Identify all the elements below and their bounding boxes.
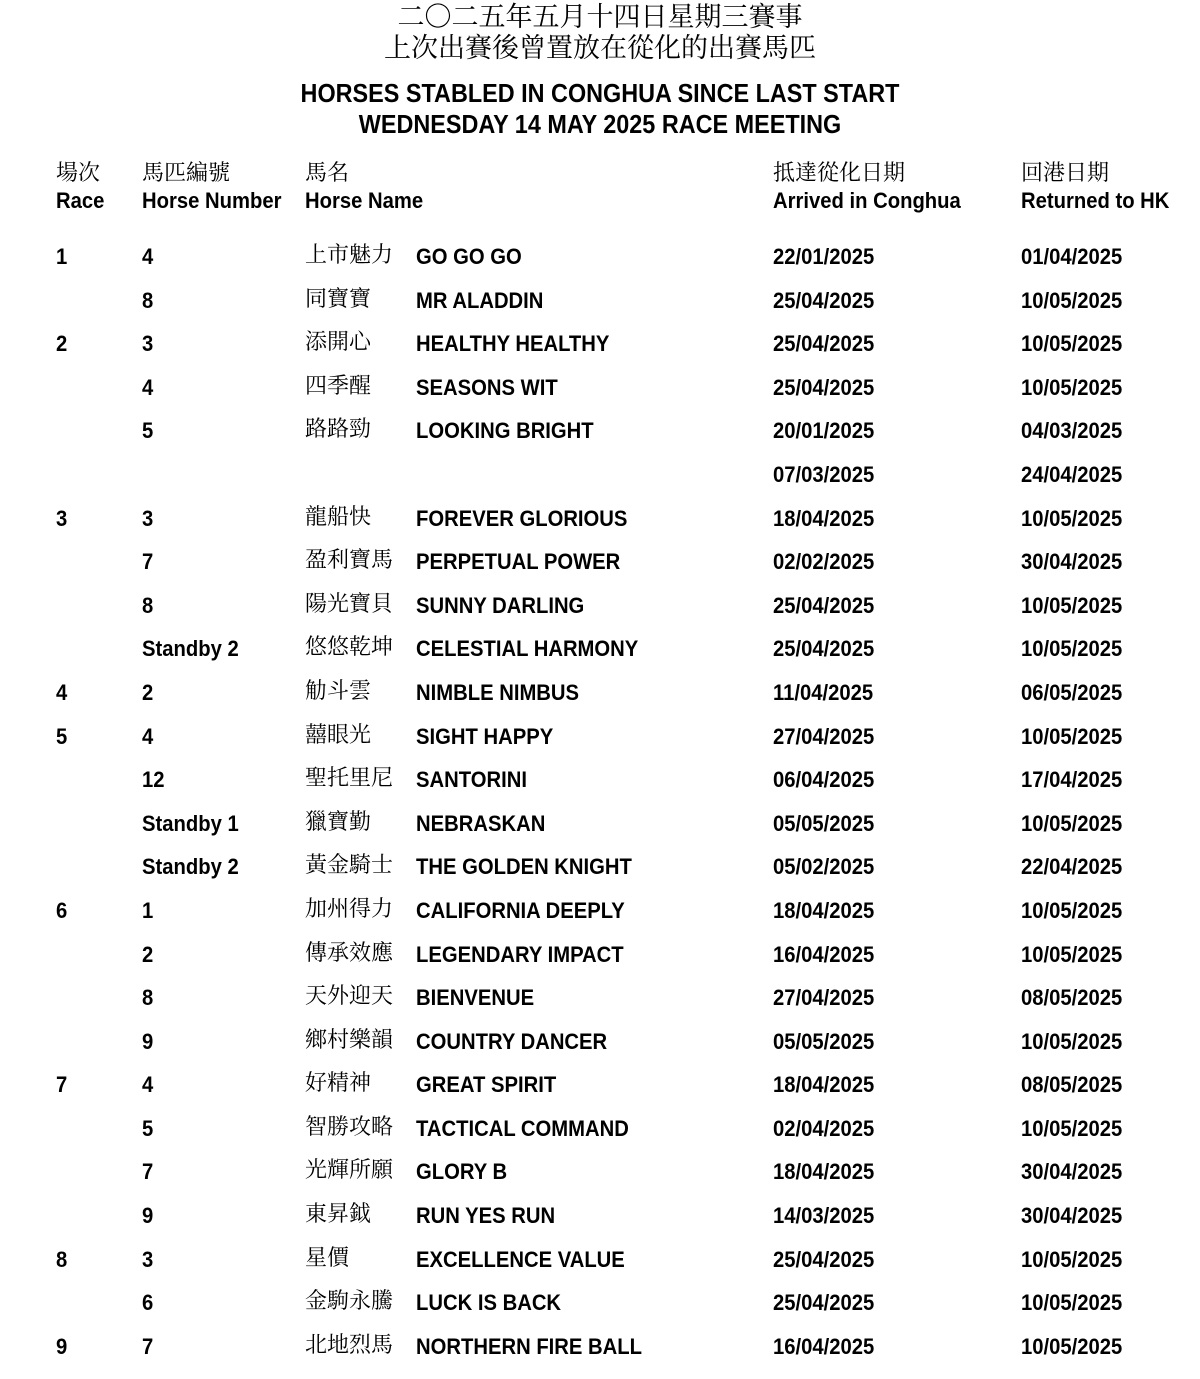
horse-name-zh-cell: 獵寶勤: [305, 809, 372, 835]
table-row: [0, 584, 1200, 628]
table-row: [0, 1194, 1200, 1238]
horse-name-zh-cell: 陽光寶貝: [305, 591, 394, 617]
horse-number-cell: 3: [142, 505, 154, 531]
table-row: [0, 1107, 1200, 1151]
horse-name-en-cell: LOOKING BRIGHT: [416, 418, 594, 444]
table-row: [0, 322, 1200, 366]
table-row: [0, 409, 1200, 453]
horse-name-zh-cell: 北地烈馬: [305, 1332, 394, 1358]
horse-name-zh-cell: 上市魅力: [305, 243, 394, 268]
horse-number-cell: 5: [142, 418, 154, 444]
horse-name-zh-cell: 光輝所願: [305, 1158, 394, 1184]
horse-name-en-cell: CALIFORNIA DEEPLY: [416, 897, 625, 923]
returned-date-cell: 10/05/2025: [1021, 505, 1123, 531]
horse-name-en-cell: PERPETUAL POWER: [416, 549, 621, 575]
horse-name-zh-cell: 悠悠乾坤: [305, 635, 394, 661]
horse-name-en-cell: LUCK IS BACK: [416, 1290, 562, 1316]
horse-name-zh-cell: 天外迎天: [305, 984, 394, 1010]
horse-name-en-cell: HEALTHY HEALTHY: [416, 331, 610, 357]
table-row: [0, 845, 1200, 889]
table-row: [0, 366, 1200, 410]
arrived-date-cell: 25/04/2025: [773, 331, 875, 357]
horse-name-zh-cell: 傳承效應: [305, 940, 394, 966]
race-cell: 9: [56, 1333, 68, 1359]
horse-number-cell: Standby 2: [142, 854, 239, 880]
race-cell: 8: [56, 1246, 68, 1272]
table-row: [0, 1325, 1200, 1369]
horse-name-en-cell: SIGHT HAPPY: [416, 723, 554, 749]
horse-number-cell: 2: [142, 679, 154, 705]
horse-name-en-cell: SEASONS WIT: [416, 374, 558, 400]
table-row: [0, 976, 1200, 1020]
returned-date-cell: 10/05/2025: [1021, 374, 1123, 400]
arrived-date-cell: 02/04/2025: [773, 1115, 875, 1141]
horse-name-en-cell: GREAT SPIRIT: [416, 1072, 557, 1098]
horse-number-cell: 1: [142, 897, 154, 923]
horse-name-en-cell: TACTICAL COMMAND: [416, 1115, 629, 1141]
horse-name-en-cell: GLORY B: [416, 1159, 508, 1185]
horse-name-zh-cell: 同寶寶: [305, 286, 372, 312]
arrived-date-cell: 27/04/2025: [773, 723, 875, 749]
returned-date-cell: 04/03/2025: [1021, 418, 1123, 444]
horse-name-en-cell: MR ALADDIN: [416, 287, 544, 313]
title-en-line2: WEDNESDAY 14 MAY 2025 RACE MEETING: [358, 109, 842, 139]
horse-name-zh-cell: 智勝攻略: [305, 1114, 394, 1140]
arrived-date-cell: 18/04/2025: [773, 1159, 875, 1185]
arrived-date-cell: 27/04/2025: [773, 985, 875, 1011]
returned-date-cell: 17/04/2025: [1021, 767, 1123, 793]
returned-date-cell: 22/04/2025: [1021, 854, 1123, 880]
horse-number-cell: 5: [142, 1115, 154, 1141]
horse-name-zh-cell: 四季醒: [305, 373, 372, 399]
table-row: [0, 1020, 1200, 1064]
table-row: [0, 715, 1200, 759]
horse-name-zh-cell: 金駒永騰: [305, 1289, 394, 1315]
returned-date-cell: 10/05/2025: [1021, 331, 1123, 357]
horse-name-zh-cell: 東昇鉞: [305, 1202, 372, 1228]
horse-name-zh-cell: 好精神: [305, 1071, 372, 1097]
horse-number-cell: 4: [142, 244, 154, 269]
horse-number-cell: 4: [142, 1072, 154, 1098]
header-horse-name-en: Horse Name: [305, 188, 424, 213]
horse-name-zh-cell: 觔斗雲: [305, 678, 372, 704]
horse-number-cell: 4: [142, 723, 154, 749]
horse-name-zh-cell: 聖托里尼: [305, 766, 394, 792]
race-cell: 7: [56, 1072, 68, 1098]
returned-date-cell: 10/05/2025: [1021, 723, 1123, 749]
horse-number-cell: 7: [142, 549, 154, 575]
table-row: [0, 1063, 1200, 1107]
horse-name-en-cell: SANTORINI: [416, 767, 527, 793]
table-row: [0, 540, 1200, 584]
horse-name-en-cell: FOREVER GLORIOUS: [416, 505, 628, 531]
horse-name-zh-cell: 鄉村樂韻: [305, 1027, 394, 1053]
header-horse-name-zh: 馬名: [305, 161, 350, 186]
returned-date-cell: 10/05/2025: [1021, 592, 1123, 618]
returned-date-cell: 01/04/2025: [1021, 244, 1123, 269]
arrived-date-cell: 25/04/2025: [773, 1246, 875, 1272]
header-horse-number-en: Horse Number: [142, 188, 282, 213]
table-row: [0, 802, 1200, 846]
table-body: [0, 235, 1200, 1368]
header-returned: [1021, 160, 1182, 214]
horse-number-cell: 3: [142, 331, 154, 357]
table-row: [0, 671, 1200, 715]
arrived-date-cell: 11/04/2025: [773, 679, 874, 705]
returned-date-cell: 10/05/2025: [1021, 1290, 1123, 1316]
horse-number-cell: Standby 2: [142, 636, 239, 662]
returned-date-cell: 10/05/2025: [1021, 636, 1123, 662]
horse-name-en-cell: THE GOLDEN KNIGHT: [416, 854, 632, 880]
title-en-line1: HORSES STABLED IN CONGHUA SINCE LAST START: [300, 78, 900, 108]
horse-name-zh-cell: 添開心: [305, 330, 372, 356]
table-row: [0, 889, 1200, 933]
returned-date-cell: 10/05/2025: [1021, 1028, 1123, 1054]
horse-number-cell: 8: [142, 985, 154, 1011]
horse-number-cell: 6: [142, 1290, 154, 1316]
table-row: [0, 1281, 1200, 1325]
horse-number-cell: 8: [142, 287, 154, 313]
returned-date-cell: 24/04/2025: [1021, 461, 1123, 487]
arrived-date-cell: 06/04/2025: [773, 767, 875, 793]
returned-date-cell: 30/04/2025: [1021, 1203, 1123, 1229]
horse-number-cell: 7: [142, 1333, 154, 1359]
arrived-date-cell: 02/02/2025: [773, 549, 875, 575]
arrived-date-cell: 07/03/2025: [773, 461, 875, 487]
returned-date-cell: 10/05/2025: [1021, 1115, 1123, 1141]
header-horse-number-zh: 馬匹編號: [142, 161, 231, 186]
race-cell: 5: [56, 723, 68, 749]
horse-name-en-cell: RUN YES RUN: [416, 1203, 556, 1229]
header-race-en: Race: [56, 188, 105, 213]
race-cell: 6: [56, 897, 68, 923]
horse-name-en-cell: NEBRASKAN: [416, 810, 546, 836]
horse-name-zh-cell: 加州得力: [305, 896, 394, 922]
race-cell: 3: [56, 505, 68, 531]
horse-number-cell: 4: [142, 374, 154, 400]
returned-date-cell: 10/05/2025: [1021, 810, 1123, 836]
title-zh-line1: 二〇二五年五月十四日星期三賽事: [397, 2, 803, 33]
horse-name-zh-cell: 囍眼光: [305, 722, 372, 748]
horse-name-en-cell: CELESTIAL HARMONY: [416, 636, 639, 662]
returned-date-cell: 30/04/2025: [1021, 549, 1123, 575]
horse-name-en-cell: GO GO GO: [416, 244, 522, 269]
table-header: [0, 160, 1200, 220]
arrived-date-cell: 05/05/2025: [773, 810, 875, 836]
horse-name-zh-cell: 盈利寶馬: [305, 548, 394, 574]
horse-number-cell: 8: [142, 592, 154, 618]
returned-date-cell: 10/05/2025: [1021, 1333, 1123, 1359]
table-row: [0, 933, 1200, 977]
horse-number-cell: 12: [142, 767, 165, 793]
table-row: [0, 1150, 1200, 1194]
title-zh-line2: 上次出賽後曾置放在從化的出賽馬匹: [384, 33, 816, 64]
table-row: [0, 1238, 1200, 1282]
header-race: [56, 160, 109, 214]
arrived-date-cell: 18/04/2025: [773, 1072, 875, 1098]
arrived-date-cell: 16/04/2025: [773, 941, 875, 967]
returned-date-cell: 08/05/2025: [1021, 1072, 1123, 1098]
table-row: [0, 497, 1200, 541]
table-row: [0, 627, 1200, 671]
horse-name-en-cell: EXCELLENCE VALUE: [416, 1246, 625, 1272]
table-row: [0, 235, 1200, 279]
horse-name-zh-cell: 路路勁: [305, 417, 372, 443]
header-arrived-en: Arrived in Conghua: [773, 188, 961, 213]
horse-name-en-cell: NORTHERN FIRE BALL: [416, 1333, 643, 1359]
returned-date-cell: 06/05/2025: [1021, 679, 1123, 705]
horse-number-cell: 9: [142, 1203, 154, 1229]
race-cell: 2: [56, 331, 68, 357]
returned-date-cell: 10/05/2025: [1021, 1246, 1123, 1272]
arrived-date-cell: 25/04/2025: [773, 374, 875, 400]
race-cell: 1: [56, 244, 68, 269]
horse-number-cell: 2: [142, 941, 154, 967]
header-returned-en: Returned to HK: [1021, 188, 1170, 213]
table-row: [0, 279, 1200, 323]
header-horse-number: [142, 160, 294, 214]
document-title: [0, 2, 1200, 140]
arrived-date-cell: 20/01/2025: [773, 418, 875, 444]
returned-date-cell: 08/05/2025: [1021, 985, 1123, 1011]
arrived-date-cell: 16/04/2025: [773, 1333, 875, 1359]
arrived-date-cell: 25/04/2025: [773, 592, 875, 618]
race-cell: 4: [56, 679, 68, 705]
returned-date-cell: 10/05/2025: [1021, 287, 1123, 313]
table-row: [0, 758, 1200, 802]
arrived-date-cell: 05/02/2025: [773, 854, 875, 880]
arrived-date-cell: 18/04/2025: [773, 505, 875, 531]
arrived-date-cell: 18/04/2025: [773, 897, 875, 923]
returned-date-cell: 10/05/2025: [1021, 941, 1123, 967]
header-arrived: [773, 160, 977, 214]
arrived-date-cell: 25/04/2025: [773, 1290, 875, 1316]
horse-number-cell: Standby 1: [142, 810, 239, 836]
header-race-zh: 場次: [56, 161, 101, 186]
arrived-date-cell: 05/05/2025: [773, 1028, 875, 1054]
horse-number-cell: 3: [142, 1246, 154, 1272]
header-returned-zh: 回港日期: [1021, 161, 1110, 186]
returned-date-cell: 30/04/2025: [1021, 1159, 1123, 1185]
horse-name-en-cell: SUNNY DARLING: [416, 592, 585, 618]
returned-date-cell: 10/05/2025: [1021, 897, 1123, 923]
horse-name-zh-cell: 龍船快: [305, 504, 372, 530]
arrived-date-cell: 25/04/2025: [773, 636, 875, 662]
arrived-date-cell: 22/01/2025: [773, 244, 875, 269]
header-arrived-zh: 抵達從化日期: [773, 161, 906, 186]
header-horse-name: [305, 160, 433, 214]
horse-name-zh-cell: 黃金騎士: [305, 853, 394, 879]
horse-number-cell: 7: [142, 1159, 154, 1185]
horse-name-zh-cell: 星價: [305, 1245, 350, 1271]
horse-name-en-cell: LEGENDARY IMPACT: [416, 941, 624, 967]
horse-name-en-cell: BIENVENUE: [416, 985, 535, 1011]
horse-name-en-cell: NIMBLE NIMBUS: [416, 679, 580, 705]
horse-name-en-cell: COUNTRY DANCER: [416, 1028, 608, 1054]
arrived-date-cell: 14/03/2025: [773, 1203, 875, 1229]
arrived-date-cell: 25/04/2025: [773, 287, 875, 313]
horse-number-cell: 9: [142, 1028, 154, 1054]
table-row: [0, 453, 1200, 497]
